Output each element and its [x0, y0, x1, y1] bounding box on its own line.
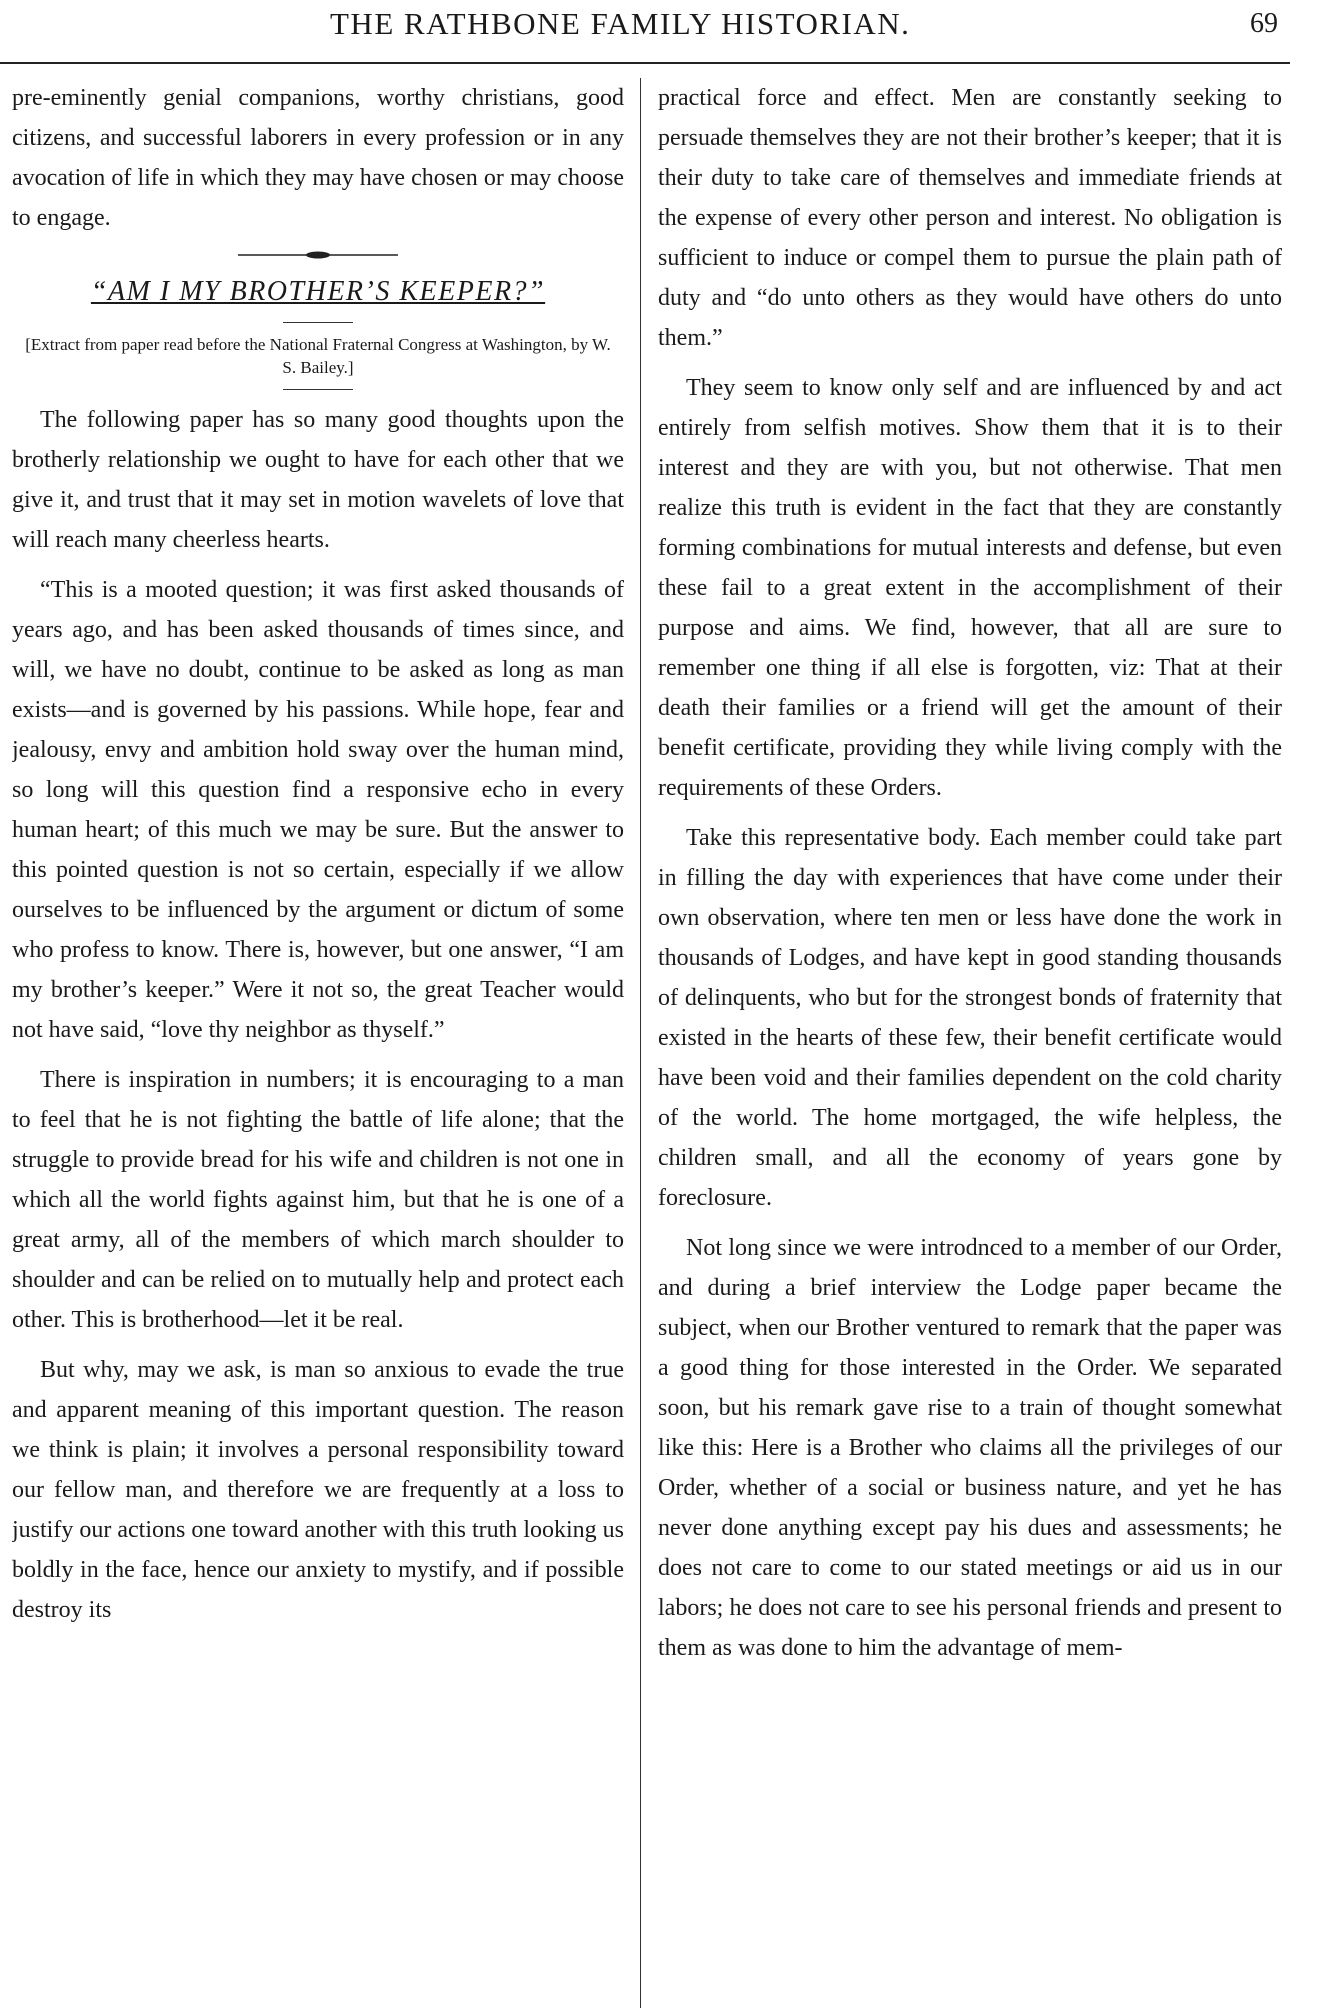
article-paragraph: practical force and effect. Men are constantly seeking to persuade themselves they are not their brother’s keeper; that it is their duty to take care of themselves and immediate friends at the expense of every other person and interest. No obligation is sufficient to induce or compel them to pursue the plain path of duty and “do unto others as they would have others do unto them.” [658, 85, 1282, 351]
right-column [658, 78, 1282, 2008]
header-rule [0, 62, 1290, 64]
article-paragraph: But why, may we ask, is man so anxious to evade the true and apparent meaning of this important question. The reason we think is plain; it involves a personal responsibility toward our fellow man, and therefore we are frequently at a loss to justify our actions one toward another with this truth looking us boldly in the face, hence our anxiety to mystify, and if possible destroy its [12, 1357, 624, 1623]
article-paragraph: The following paper has so many good thoughts upon the brotherly relationship we ought to have for each other that we give it, and trust that it may set in motion wavelets of love that will reach many cheerless hearts. [12, 407, 624, 553]
article-paragraph: Take this representative body. Each member could take part in filling the day with experiences that have come under their own observation, where ten men or less have done the work in thousands of Lodges, and have kept in good standing thousands of delinquents, who but for the strongest bonds of fraternity that existed in the hearts of these few, their benefit certificate would have been void and their families dependent on the cold charity of the world. The home mortgaged, the wife helpless, the children small, and all the economy of years gone by foreclosure. [658, 825, 1282, 1211]
article-attribution: [Extract from paper read before the National Fraternal Congress at Washington, by W. S. Bailey.] [25, 335, 611, 377]
running-title: THE RATHBONE FAMILY HISTORIAN. [330, 6, 911, 41]
page-header [0, 0, 1317, 60]
article-title: “AM I MY BROTHER’S KEEPER?” [90, 276, 546, 307]
article-paragraph: Not long since we were introdnced to a member of our Order, and during a brief interview the Lodge paper became the subject, when our Brother ventured to remark that the paper was a good thing for those interested in the Order. We separated soon, but his remark gave rise to a train of thought somewhat like this: Here is a Brother who claims all the privileges of our Order, whether of a social or business nature, and yet he has never done anything except pay his dues and assessments; he does not care to come to our stated meetings or aid us in our labors; he does not care to see his personal friends and present to them as was done to him the advantage of mem- [658, 1235, 1282, 1661]
page-number: 69 [1250, 8, 1278, 39]
column-divider [640, 78, 641, 2008]
left-column [12, 78, 624, 2008]
ornamental-rule-icon [238, 248, 398, 262]
article-paragraph: There is inspiration in numbers; it is encouraging to a man to feel that he is not fighting the battle of life alone; that the struggle to provide bread for his wife and children is not one in which all the world fights against him, but that he is one of a great army, all of the members of which march shoulder to shoulder and can be relied on to mutually help and protect each other. This is brotherhood—let it be real. [12, 1067, 624, 1333]
article-paragraph: They seem to know only self and are influenced by and act entirely from selfish motives. Show them that it is to their interest and they are with you, but not otherwise. That men realize this truth is evident in the fact that they are constantly forming combinations for mutual interests and defense, but even these fail to a great extent in the accomplishment of their purpose and aims. We find, however, that all are sure to remember one thing if all else is forgotten, viz: That at their death their families or a friend will get the amount of their benefit certificate, providing they while living comply with the requirements of these Orders. [658, 375, 1282, 801]
short-rule [283, 389, 353, 390]
short-rule [283, 322, 353, 323]
article-paragraph: “This is a mooted question; it was first asked thousands of years ago, and has been asked thousands of times since, and will, we have no doubt, continue to be asked as long as man exists—and is governed by his passions. While hope, fear and jealousy, envy and ambition hold sway over the human mind, so long will this question find a responsive echo in every human heart; of this much we may be sure. But the answer to this pointed question is not so certain, especially if we allow ourselves to be influenced by the argument or dictum of some who profess to know. There is, however, but one answer, “I am my brother’s keeper.” Were it not so, the great Teacher would not have said, “love thy neighbor as thyself.” [12, 577, 624, 1043]
opening-paragraph: pre-eminently genial companions, worthy christians, good citizens, and successful laborers in every profession or in any avocation of life in which they may have chosen or may choose to engage. [12, 85, 624, 231]
